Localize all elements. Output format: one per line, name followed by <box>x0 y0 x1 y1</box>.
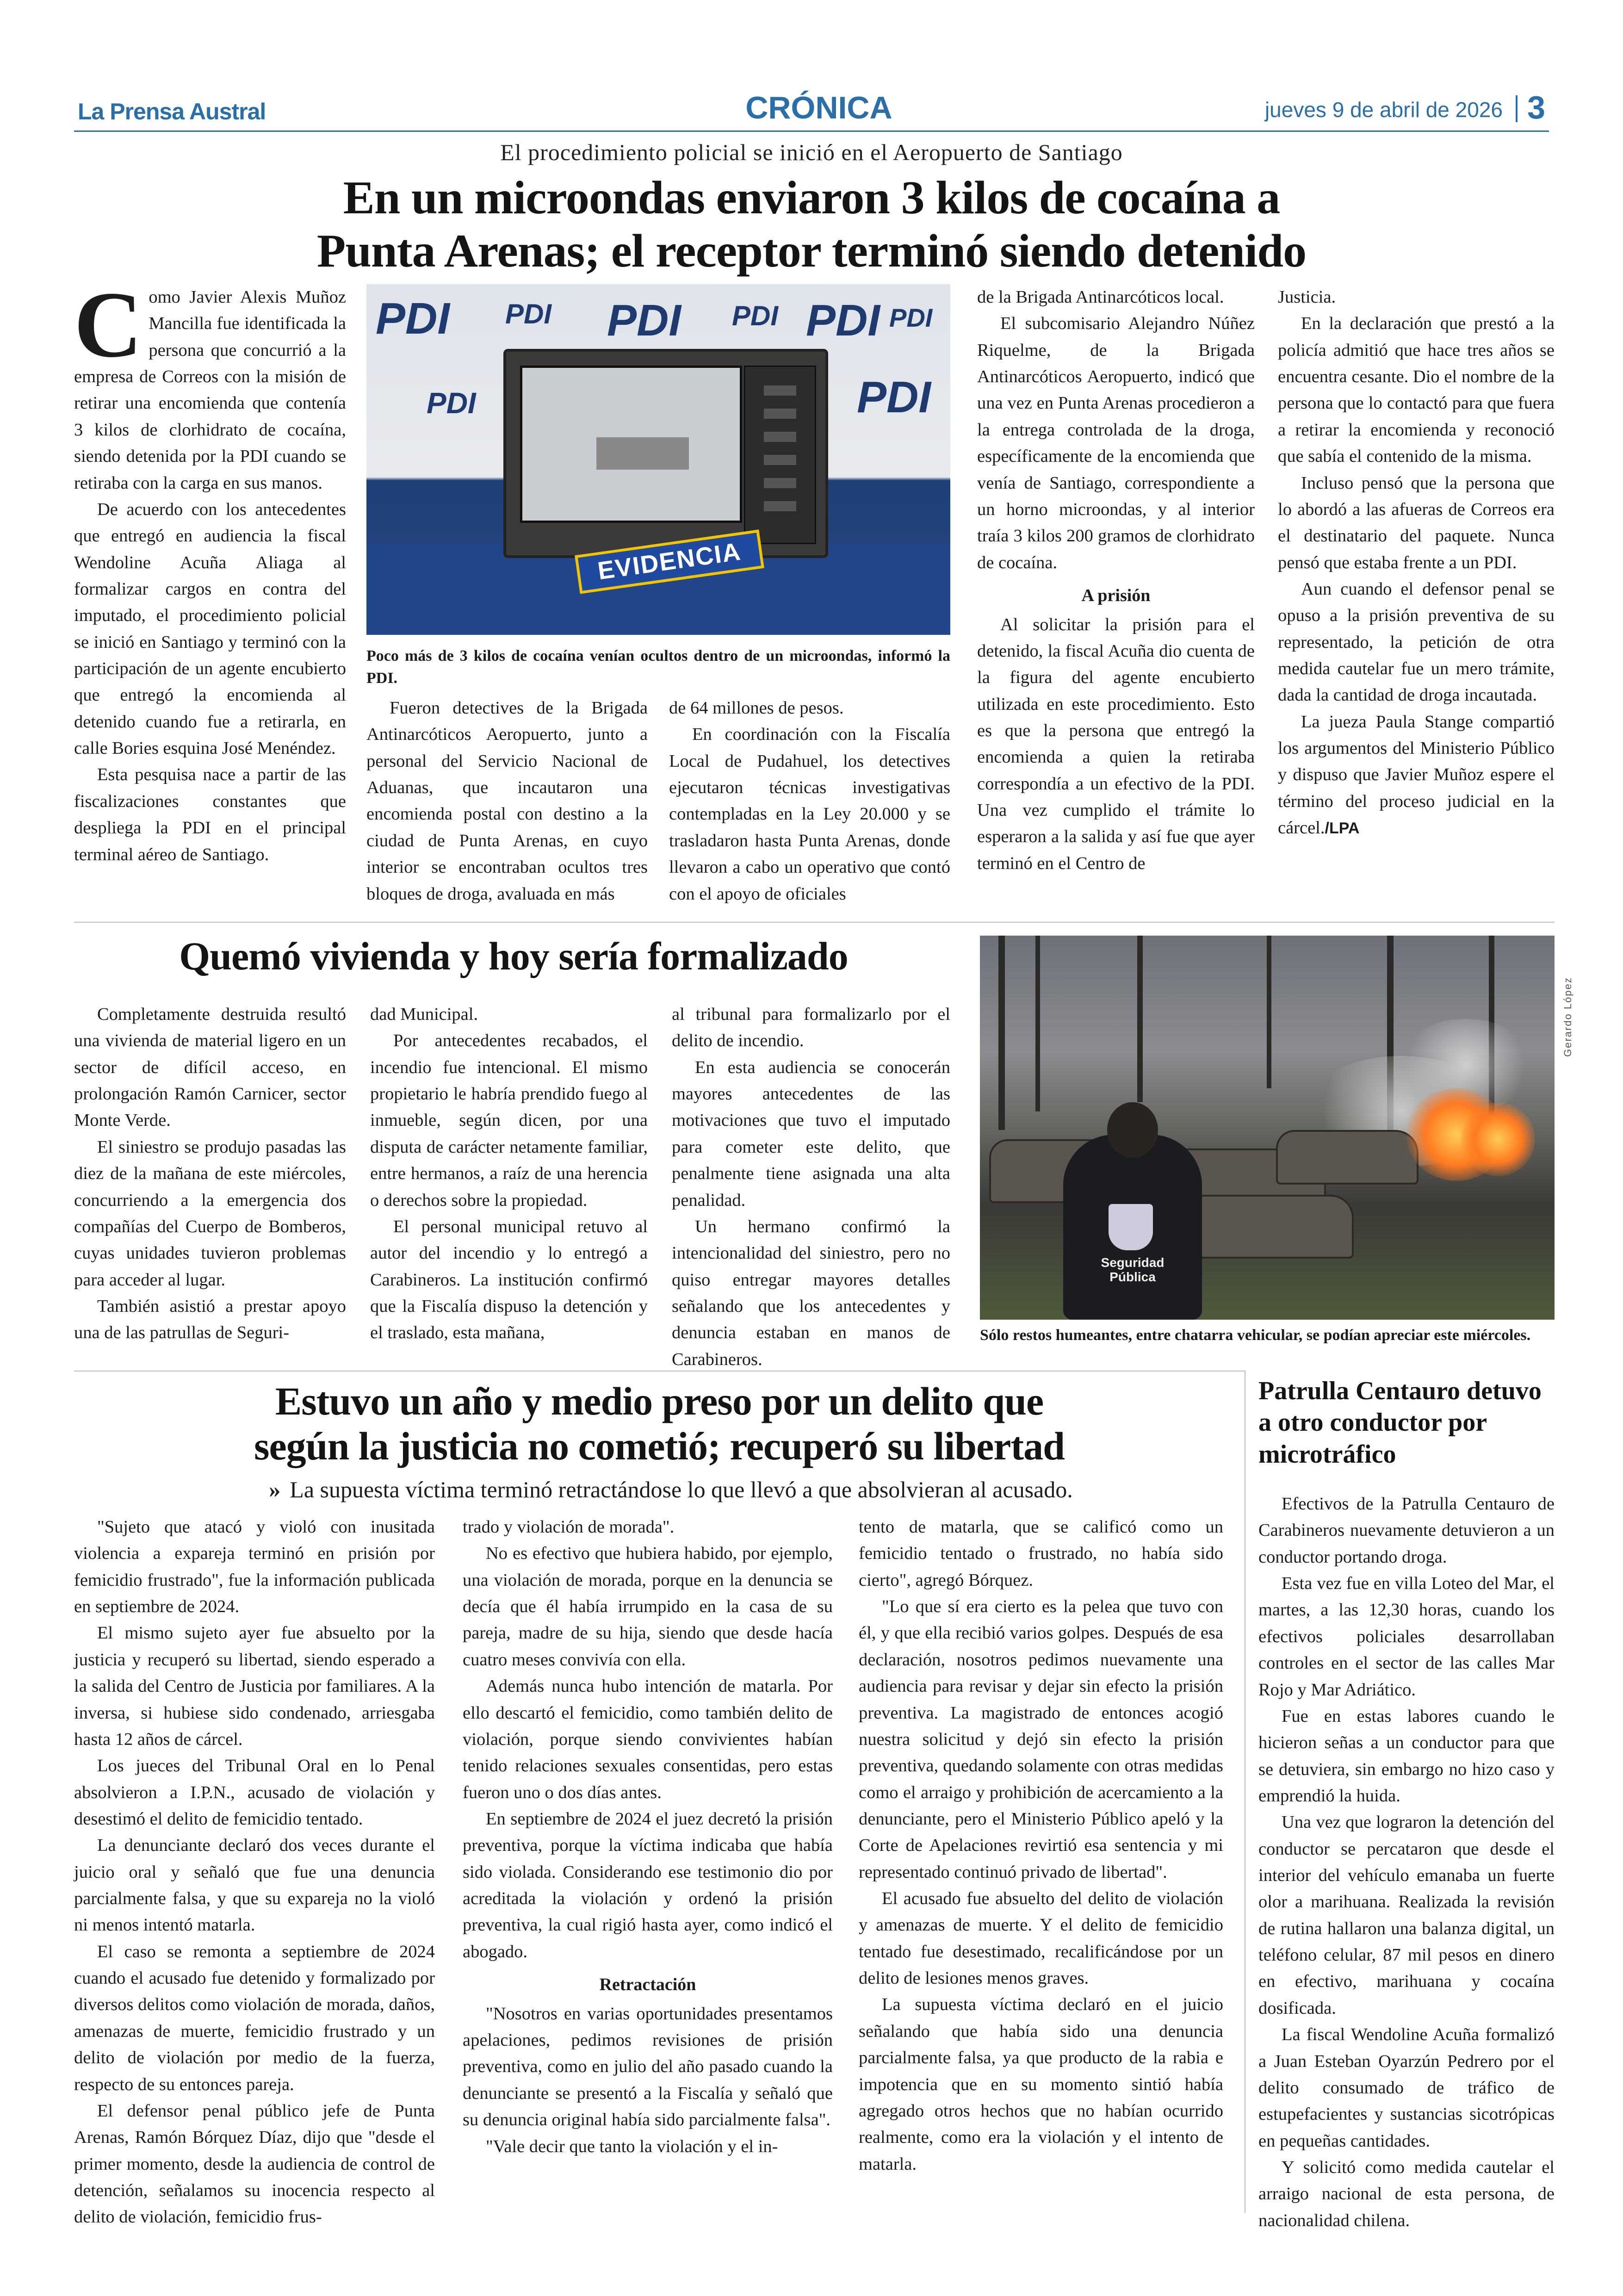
article2-paragraph: El personal municipal retuvo al autor del incendio y lo entregó a Carabineros. La institución confirmó que la Fiscalía dispuso la detención y el traslado, esta mañana, <box>370 1216 648 1343</box>
article1-column-1 <box>74 273 346 868</box>
article2-paragraph: El siniestro se produjo pasadas las diez de la mañana de este miércoles, concurriendo a la emergencia dos compañías del Cuerpo de Bomberos, cuyas unidades tuvieron problemas para acceder al lugar. <box>74 1137 346 1290</box>
header-divider <box>1516 95 1518 122</box>
article2-paragraph: Por antecedentes recabados, el incendio fue intencional. El mismo propietario le habría prendido fuego al inmueble, según dicen, por una disputa de carácter netamente familiar, entre hermanos, a raíz de una herencia o derechos sobre la propiedad. <box>370 1031 648 1210</box>
article1-paragraph: omo Javier Alexis Muñoz Mancilla fue identificada la persona que concurrió a la empresa de Correos con la misión de retirar una encomienda que contenía 3 kilos de clorhidrato de cocaína, siendo detenida por la PDI cuando se retiraba con la carga en sus manos. <box>74 287 346 493</box>
article3-column-2 <box>463 1514 833 2160</box>
microwave-control-panel <box>744 366 816 544</box>
article1-paragraph <box>1278 709 1555 842</box>
article4-paragraph: La fiscal Wendoline Acuña formalizó a Juan Esteban Oyarzún Pedrero por el delito consumado de tráfico de estupefacientes y sustancias sicotrópicas en pequeñas cantidades. <box>1258 2025 1555 2151</box>
article1-headline-line1: En un microondas enviaron 3 kilos de cocaína a <box>343 172 1280 224</box>
article1-column-5 <box>1278 284 1555 842</box>
article4-headline: Patrulla Centauro detuvo a otro conductor por microtráfico <box>1258 1377 1542 1469</box>
article3-paragraph: La supuesta víctima declaró en el juicio señalando que había sido una denuncia parcialmente falsa, ya que producto de la rabia e impotencia que en su momento sintió había agregado otros hechos que no habían ocurrido realmente, como era la violación y el intento de matarla. <box>859 1995 1223 2174</box>
article3-paragraph: tento de matarla, que se calificó como un femicidio tentado o frustrado, no había sido cierto", agregó Bórquez. <box>859 1517 1223 1590</box>
article1-paragraph: El subcomisario Alejandro Núñez Riquelme, de la Brigada Antinarcóticos Aeropuerto, indicó que una vez en Punta Arenas procedieron a la entrega controlada de la droga, específicamente de la encomienda que venía de Santiago, correspondiente a un horno microondas, y al interior traía 3 kilos 200 gramos de clorhidrato de cocaína. <box>977 314 1255 572</box>
pdi-logo: PDI <box>427 386 476 420</box>
section-title: CRÓNICA <box>745 90 892 125</box>
article1-headline-line2: Punta Arenas; el receptor terminó siendo detenido <box>316 225 1307 278</box>
article3-paragraph: "Nosotros en varias oportunidades presentamos apelaciones, pedimos revisiones de prisión preventiva, como en julio del año pasado cuando la denunciante se presentó a la Fiscalía y señaló que su denuncia original había sido parcialmente falsa". <box>463 2004 833 2130</box>
pdi-logo: PDI <box>607 296 681 345</box>
officer-vest-label: Seguridad Pública <box>1101 1255 1165 1284</box>
pdi-logo: PDI <box>376 294 450 343</box>
article2-photo-caption: Sólo restos humeantes, entre chatarra vehicular, se podían apreciar este miércoles. <box>980 1327 1531 1344</box>
article3-subhead: Retractación <box>599 1975 696 1995</box>
article4-paragraph: Una vez que lograron la detención del conductor se percataron que desde el interior del vehículo emanaba un fuerte olor a marihuana. Realizada la revisión de rutina hallaron una balanza digital, un teléfono celular, 87 mil pesos en dinero en efectivo, marihuana y cocaína dosificada. <box>1258 1812 1555 2018</box>
article3-paragraph: El acusado fue absuelto del delito de violación y amenazas de muerte. Y el delito de femicidio tentado fue desestimado, recalificándose por un delito de lesiones menos graves. <box>859 1889 1223 1988</box>
article3-paragraph: En septiembre de 2024 el juez decretó la prisión preventiva, porque la víctima indicaba que había sido violada. Considerando ese testimonio dio por acreditada la violación y ordenó la prisión preventiva, la cual rigió hasta ayer, como indicó el abogado. <box>463 1809 833 1961</box>
article3-paragraph: "Lo que sí era cierto es la pelea que tuvo con él, y que ella recibió varios golpes. Después de esa declaración, nosotros pedimos nuevamente una audiencia para revisar y dejar sin efecto la prisión preventiva. La magistrado de entonces acogió nuestra solicitud y dejó sin efecto la prisión preventiva, quedando solamente con otras medidas como el arraigo y prohibición de acercamiento a la denunciante, pero el Ministerio Público apeló y la Corte de Apelaciones revirtió esa sentencia y mi representado continuó privado de libertad". <box>859 1597 1223 1882</box>
article3-deck-text: La supuesta víctima terminó retractándose lo que llevó a que absolvieran al acusado. <box>290 1477 1073 1502</box>
article3-column-3 <box>859 1514 1223 2178</box>
article1-subhead: A prisión <box>1081 585 1151 605</box>
article2-paragraph: dad Municipal. <box>370 1005 478 1024</box>
article1-last-paragraph: La jueza Paula Stange compartió los argumentos del Ministerio Público y dispuso que Javier Muñoz espere el término del proceso judicial en la cárcel. <box>1278 712 1555 838</box>
chevron-right-icon: » <box>269 1477 281 1502</box>
article3-paragraph: La denunciante declaró dos veces durante el juicio oral y señaló que fue una denuncia parcialmente falsa, y que su expareja no la violó ni menos intentó matarla. <box>74 1836 435 1935</box>
article2-paragraph: También asistió a prestar apoyo una de las patrullas de Seguri- <box>74 1296 346 1343</box>
article3-headline-line1: Estuvo un año y medio preso por un delito que <box>275 1379 1044 1423</box>
article1-photo <box>366 284 950 635</box>
officer-figure <box>1063 1135 1202 1320</box>
article1-dropcap: C <box>74 273 142 377</box>
article1-paragraph: Esta pesquisa nace a partir de las fiscalizaciones constantes que despliega la PDI en el principal terminal aéreo de Santiago. <box>74 765 346 864</box>
article1-signature: /LPA <box>1325 819 1360 838</box>
article2-paragraph: En esta audiencia se conocerán mayores antecedentes de las motivaciones que tuvo el imputado para cometer este delito, que penalmente tiene asignada una alta penalidad. <box>672 1057 950 1210</box>
article1-column-3 <box>669 695 950 907</box>
article1-paragraph: de 64 millones de pesos. <box>669 698 844 718</box>
article3-paragraph: trado y violación de morada". <box>463 1517 675 1537</box>
pdi-logo: PDI <box>857 372 931 422</box>
article2-column-1 <box>74 1001 346 1347</box>
article3-paragraph: El caso se remonta a septiembre de 2024 cuando el acusado fue detenido y formalizado por diversos delitos como violación de morada, daños, amenazas de muerte, femicidio frustrado y un delito de violación por medio de la fuerza, respecto de su entonces pareja. <box>74 1942 435 2094</box>
header-rule <box>74 130 1549 132</box>
article1-paragraph: Justicia. <box>1278 287 1336 307</box>
article3-deck <box>139 1476 1203 1503</box>
article2-paragraph: Completamente destruida resultó una vivienda de material ligero en un sector de difícil acceso, en prolongación Ramón Carnicer, sector Monte Verde. <box>74 1005 346 1130</box>
article4-paragraph: Efectivos de la Patrulla Centauro de Carabineros nuevamente detuvieron a un conductor portando droga. <box>1258 1494 1555 1567</box>
article2-headline: Quemó vivienda y hoy sería formalizado <box>179 934 848 978</box>
article1-paragraph: En la declaración que prestó a la policía admitió que hace tres años se encuentra cesante. Dio el nombre de la persona que lo contactó para que fuera a retirar la encomienda y reconoció que sabía el contenido de la misma. <box>1278 314 1555 466</box>
evidence-label: EVIDENCIA <box>575 529 764 594</box>
article4-paragraph: Esta vez fue en villa Loteo del Mar, el martes, a las 12,30 horas, cuando los efectivos policiales desarrollaban controles en el sector de las calles Mar Rojo y Mar Adriático. <box>1258 1574 1555 1700</box>
article3-paragraph: "Sujeto que atacó y violó con inusitada violencia a expareja terminó en prisión por femicidio frustrado", fue la información publicada en septiembre de 2024. <box>74 1517 435 1617</box>
article2-column-2 <box>370 1001 648 1347</box>
article1-paragraph: de la Brigada Antinarcóticos local. <box>977 287 1224 307</box>
article2-paragraph: Un hermano confirmó la intencionalidad del siniestro, pero no quiso entregar mayores detalles señalando que los antecedentes y denuncia estaban en manos de Carabineros. <box>672 1216 950 1369</box>
pdi-logo: PDI <box>889 303 933 332</box>
article2-photo <box>980 936 1555 1320</box>
pdi-logo: PDI <box>505 298 552 329</box>
article4-paragraph: Y solicitó como medida cautelar el arraigo nacional de esta persona, de nacionalidad chilena. <box>1258 2157 1555 2230</box>
article1-headline <box>74 171 1549 278</box>
article3-paragraph: "Vale decir que tanto la violación y el in- <box>486 2136 778 2156</box>
microwave-window <box>520 366 742 523</box>
photo-credit: Gerardo López <box>1562 977 1573 1057</box>
article3-paragraph: El mismo sujeto ayer fue absuelto por la justicia y recuperó su libertad, siendo esperado a la salida del Centro de Justicia por familiares. A la inversa, si hubiese sido condenado, arriesgaba hasta 12 años de cárcel. <box>74 1623 435 1749</box>
publication-date: jueves 9 de abril de 2026 <box>1264 98 1503 122</box>
article1-paragraph: Al solicitar la prisión para el detenido, la fiscal Acuña dio cuenta de la figura del agente encubierto utilizada en este procedimiento. Esto es que la persona que entregó la encomienda a quien la retiraba correspondía a un efectivo de la PDI. Una vez cumplido el trámite lo esperaron a la salida y así fue que ayer terminó en el Centro de <box>977 614 1255 873</box>
article1-paragraph: Incluso pensó que la persona que lo abordó a las afueras de Correos era el destinatario del paquete. Nunca pensó que estaba frente a un PDI. <box>1278 473 1555 572</box>
page-number: 3 <box>1527 89 1545 125</box>
article1-paragraph: Aun cuando el defensor penal se opuso a la prisión preventiva de su representado, la petición de otra medida cautelar fue un mero trámite, dada la cantidad de droga incautada. <box>1278 579 1555 705</box>
article2-paragraph: al tribunal para formalizarlo por el delito de incendio. <box>672 1005 950 1051</box>
section-divider <box>74 922 1555 923</box>
article1-column-2 <box>366 695 648 907</box>
microwave-oven <box>503 349 828 558</box>
article1-photo-caption: Poco más de 3 kilos de cocaína venían ocultos dentro de un microondas, informó la PDI. <box>366 647 950 687</box>
article3-paragraph: Los jueces del Tribunal Oral en lo Penal absolvieron a I.P.N., acusado de violación y desestimó el delito de femicidio tentado. <box>74 1756 435 1829</box>
article1-paragraph: Fueron detectives de la Brigada Antinarcóticos Aeropuerto, junto a personal del Servicio Nacional de Aduanas, que incautaron una encomienda postal con destino a la ciudad de Punta Arenas, en cuyo interior se encontraban ocultos tres bloques de droga, avaluada en más <box>366 698 648 904</box>
shield-icon <box>1109 1204 1153 1250</box>
article1-kicker: El procedimiento policial se inició en el Aeropuerto de Santiago <box>500 139 1123 165</box>
article2-column-3 <box>672 1001 950 1373</box>
article4-column <box>1258 1491 1555 2234</box>
pdi-logo: PDI <box>732 300 779 331</box>
article3-paragraph: El defensor penal público jefe de Punta Arenas, Ramón Bórquez Díaz, dijo que "desde el primer momento, desde la audiencia de control de detención, señalamos su inocencia respecto al delito de violación, femicidio frus- <box>74 2101 435 2227</box>
article3-headline <box>74 1379 1245 1469</box>
article3-paragraph: Además nunca hubo intención de matarla. Por ello descartó el femicidio, como también delito de violación, porque siendo convivientes habían tenido relaciones sexuales consentidas, pero estas fueron uno o dos días antes. <box>463 1676 833 1802</box>
article4-paragraph: Fue en estas labores cuando le hicieron señas a un conductor para que se detuviera, sin embargo no hizo caso y emprendió la huida. <box>1258 1706 1555 1806</box>
article3-column-1 <box>74 1514 435 2231</box>
article1-paragraph: De acuerdo con los antecedentes que entregó en audiencia la fiscal Wendoline Acuña Aliaga al formalizar cargos en contra del imputado, el procedimiento policial se inició en Santiago y terminó con la participación de un agente encubierto que entregó la encomienda al detenido cuando fue a retirarla, en calle Bories esquina José Menéndez. <box>74 499 346 758</box>
article3-headline-line2: según la justicia no cometió; recuperó su libertad <box>254 1424 1065 1469</box>
article3-paragraph: No es efectivo que hubiera habido, por ejemplo, una violación de morada, porque en la denuncia se decía que él había irrumpido en la casa de su pareja, madre de su hija, siendo que desde hacía cuatro meses convivía con ella. <box>463 1544 833 1669</box>
article1-column-4 <box>977 284 1255 877</box>
pdi-logo: PDI <box>806 296 880 345</box>
article1-paragraph: En coordinación con la Fiscalía Local de Pudahuel, los detectives ejecutaron técnicas investigativas contempladas en la Ley 20.000 y se trasladaron hasta Punta Arenas, donde llevaron a cabo un operativo que contó con el apoyo de oficiales <box>669 725 950 904</box>
masthead: La Prensa Austral <box>78 99 266 124</box>
